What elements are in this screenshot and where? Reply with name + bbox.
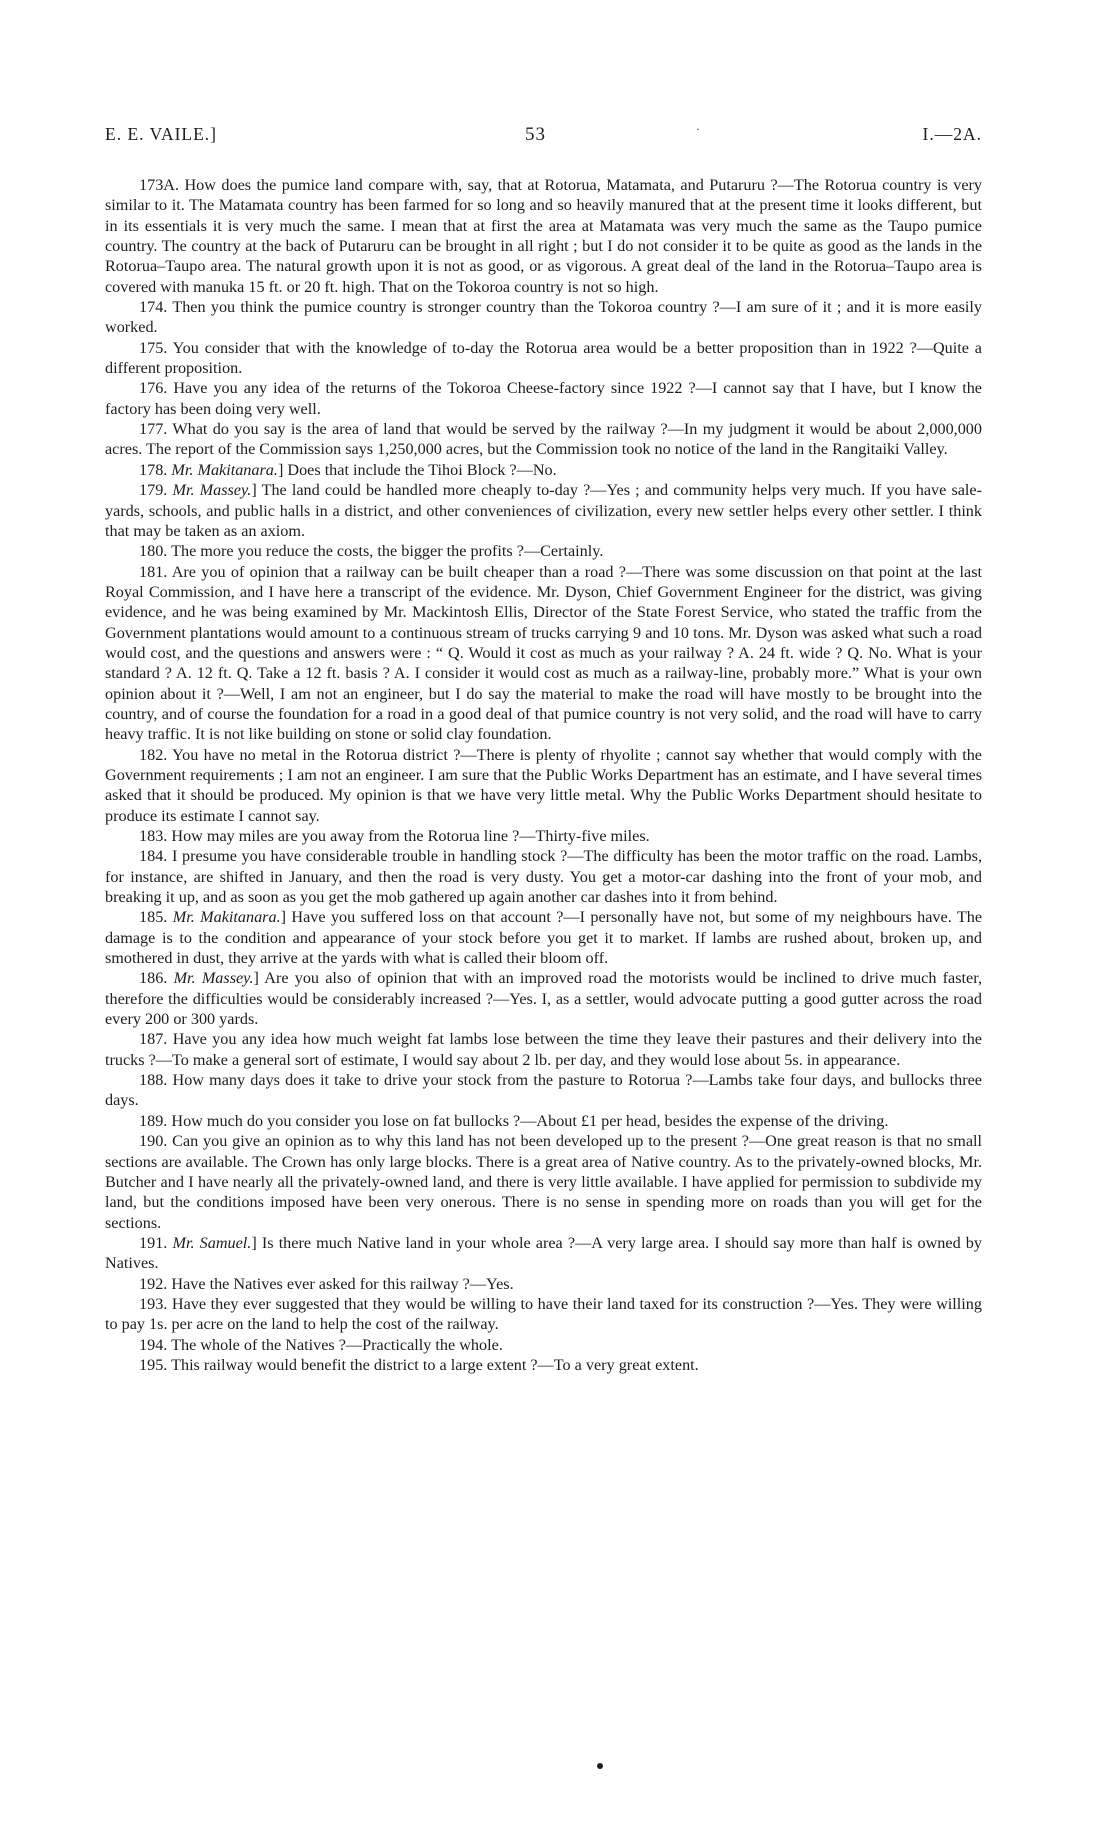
questioner-name: Mr. Massey. [172, 481, 252, 500]
testimony-paragraph: 180. The more you reduce the costs, the bigger the profits ?—Certainly. [139, 542, 604, 561]
testimony-paragraph: 175. You consider that with the knowledge of to-day the Rotorua area would be a better proposition than in 1922 ?—Quite a different proposition. [105, 338, 982, 378]
testimony-paragraph: 182. You have no metal in the Rotorua district ?—There is plenty of rhyolite ; cannot say whether that would comply with the Government requirements ; I am not an engineer. I am sure that the Public Works Department has an estimate, and I have several times asked that it should be produced. My opinion is that we have very little metal. Why the Public Works Department should hesitate to produce its estimate I cannot say. [105, 745, 982, 825]
header-mark: · [696, 122, 701, 136]
testimony-paragraph: 193. Have they ever suggested that they would be willing to have their land taxed for its construction ?—Yes. They were willing to pay 1s. per acre on the land to help the cost of the railway. [105, 1294, 982, 1334]
testimony-paragraph: 190. Can you give an opinion as to why this land has not been developed up to the present ?—One great reason is that no small sections are available. The Crown has only large blocks. There is a great area of Native country. As to the privately-owned blocks, Mr. Butcher and I have nearly all the privately-owned land, and there is very little available. I have applied for permission to subdivide my land, but the conditions imposed have been very onerous. There is no sense in spending more on roads than you will get for the sections. [105, 1132, 982, 1232]
testimony-paragraph: 195. This railway would benefit the district to a large extent ?—To a very great extent. [139, 1355, 699, 1374]
testimony-paragraph: 191. Mr. Samuel.] Is there much Native land in your whole area ?—A very large area. I should say more than half is owned by Natives. [105, 1233, 982, 1273]
testimony-paragraph: 174. Then you think the pumice country is stronger country than the Tokoroa country ?—I am sure of it ; and it is more easily worked. [105, 298, 982, 337]
testimony-paragraph: 188. How many days does it take to drive your stock from the pasture to Rotorua ?—Lambs take four days, and bullocks three days. [105, 1071, 982, 1110]
testimony-paragraph: 178. Mr. Makitanara.] Does that include the Tihoi Block ?—No. [139, 460, 557, 479]
questioner-name: Mr. Makitanara. [172, 908, 281, 927]
testimony-paragraph: 194. The whole of the Natives ?—Practically the whole. [139, 1335, 503, 1354]
testimony-paragraph: 181. Are you of opinion that a railway can be built cheaper than a road ?—There was some discussion on that point at the last Royal Commission, and I have here a transcript of the evidence. Mr. Dyson, Chief Government Engineer for the district, was giving evidence, and he was being examined by Mr. Mackintosh Ellis, Director of the State Forest Service, who stated the traffic from the Government plantations would amount to a continuous stream of trucks carrying 9 and 10 tons. Mr. Dyson was asked what such a road would cost, and the questions and answers were : “ Q. Would it cost as much as your railway ? A. 24 ft. wide ? Q. No. What is your standard ? A. 12 ft. Q. Take a 12 ft. basis ? A. I consider it would cost as much as a railway-line, probably more.” What is your own opinion about it ?—Well, I am not an engineer, but I do say the material to make the road will have mostly to be brought into the country, and of course the foundation for a road in a good deal of that pumice country is not very solid, and the road will have to carry heavy traffic. It is not like building on stone or solid clay foundation. [105, 562, 982, 744]
testimony-body [105, 175, 982, 1375]
page-header [105, 124, 982, 154]
testimony-paragraph: 173A. How does the pumice land compare with, say, that at Rotorua, Matamata, and Putaruru ?—The Rotorua country is very similar to it. The Matamata country has been farmed for so long and so heavily manured that at the present time it looks different, but in its essentials it is very much the same. I mean that at first the area at Matamata was very much the same as the Taupo pumice country. The country at the back of Putaruru can be brought in all right ; but I do not consider it to be quite as good as the lands in the Rotorua–Taupo area. The natural growth upon it is not as good, or as vigorous. A great deal of the land in the Rotorua–Taupo area is covered with manuka 15 ft. or 20 ft. high. That on the Tokoroa country is not so high. [105, 176, 982, 296]
testimony-paragraph: 189. How much do you consider you lose on fat bullocks ?—About £1 per head, besides the expense of the driving. [139, 1111, 889, 1130]
footer-mark [597, 1763, 603, 1769]
testimony-paragraph: 184. I presume you have considerable trouble in handling stock ?—The difficulty has been the motor traffic on the road. Lambs, for instance, are shifted in January, and then the road is very dusty. You get a motor-car dashing into the front of your mob, and breaking it up, and as soon as you get the mob gathered up again another car dashes into it from behind. [105, 847, 982, 907]
testimony-paragraph: 185. Mr. Makitanara.] Have you suffered loss on that account ?—I personally have not, but some of my neighbours have. The damage is to the condition and appearance of your stock before you get it to market. If lambs are rushed about, broken up, and smothered in dust, they arrive at the yards with what is called their bloom off. [105, 908, 983, 968]
testimony-paragraph: 179. Mr. Massey.] The land could be handled more cheaply to-day ?—Yes ; and community helps very much. If you have sale-yards, schools, and public halls in a district, and other conveniences of civilization, every new settler helps every other settler. I think that may be taken as an axiom. [105, 481, 983, 540]
questioner-name: Mr. Massey. [173, 969, 254, 988]
witness-name: E. E. VAILE.] [105, 124, 217, 144]
testimony-paragraph: 192. Have the Natives ever asked for this railway ?—Yes. [139, 1274, 514, 1293]
testimony-paragraph: 176. Have you any idea of the returns of the Tokoroa Cheese-factory since 1922 ?—I cannot say that I have, but I know the factory has been doing very well. [105, 379, 982, 418]
questioner-name: Mr. Makitanara. [171, 460, 278, 479]
testimony-paragraph: 183. How may miles are you away from the Rotorua line ?—Thirty-five miles. [139, 827, 650, 845]
testimony-paragraph: 187. Have you any idea how much weight fat lambs lose between the time they leave their pastures and their delivery into the trucks ?—To make a general sort of estimate, I would say about 2 lb. per day, and they would lose about 5s. in appearance. [105, 1030, 982, 1069]
testimony-paragraph: 177. What do you say is the area of land that would be served by the railway ?—In my judgment it would be about 2,000,000 acres. The report of the Commission says 1,250,000 acres, but the Commission took no notice of the land in the Rangitaiki Valley. [105, 420, 982, 459]
page-number: 53 [525, 124, 546, 145]
questioner-name: Mr. Samuel. [172, 1233, 252, 1252]
testimony-paragraph: 186. Mr. Massey.] Are you also of opinion that with an improved road the motorists would be inclined to drive much faster, therefore the difficulties would be considerably increased ?—Yes. I, as a settler, would advocate putting a good gutter across the road every 200 or 300 yards. [105, 969, 983, 1029]
document-reference: I.—2A. [922, 124, 982, 144]
